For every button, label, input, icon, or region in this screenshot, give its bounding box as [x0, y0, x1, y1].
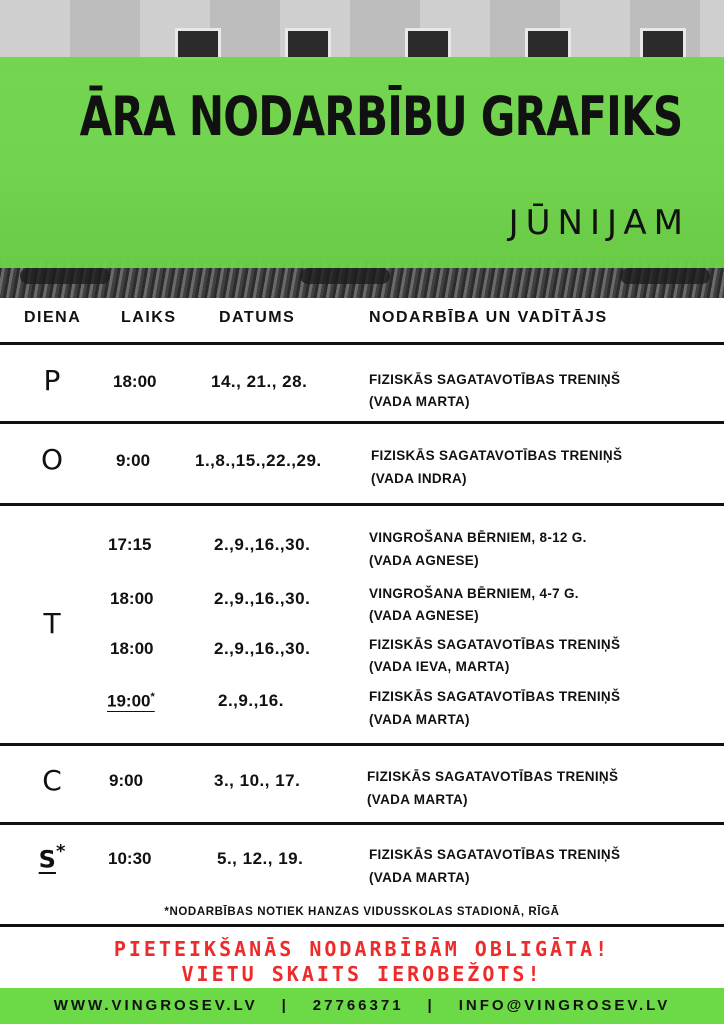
row-divider — [0, 342, 724, 345]
session-leader: (VADA IEVA, MARTA) — [369, 659, 510, 674]
exercise-mat — [620, 268, 710, 284]
session-activity: VINGROŠANA BĒRNIEM, 4-7 G. — [369, 586, 579, 601]
day-letter: O — [40, 443, 64, 476]
building-window — [640, 28, 686, 60]
session-leader: (VADA AGNESE) — [369, 553, 479, 568]
session-dates: 2.,9.,16. — [218, 691, 284, 710]
session-activity: FIZISKĀS SAGATAVOTĪBAS TRENIŅŠ — [369, 372, 621, 387]
day-letter: C — [42, 764, 62, 797]
session-dates: 5., 12., 19. — [217, 849, 304, 868]
session-time: 18:00 — [110, 639, 154, 658]
page-title: ĀRA NODARBĪBU GRAFIKS — [79, 85, 683, 148]
session-activity: FIZISKĀS SAGATAVOTĪBAS TRENIŅŠ — [371, 448, 623, 463]
session-leader: (VADA MARTA) — [369, 870, 470, 885]
session-leader: (VADA MARTA) — [369, 394, 470, 409]
hero-photo — [0, 0, 724, 298]
session-leader: (VADA MARTA) — [367, 792, 468, 807]
phone-number[interactable]: 27766371 — [312, 997, 404, 1014]
row-divider — [0, 924, 724, 927]
row-divider — [0, 503, 724, 506]
footer-separator: | — [281, 997, 289, 1014]
session-dates: 2.,9.,16.,30. — [214, 535, 311, 554]
column-header-time: LAIKS — [121, 309, 177, 326]
session-time: 19:00* — [107, 691, 155, 711]
session-time: 17:15 — [108, 535, 152, 554]
row-divider — [0, 822, 724, 825]
session-dates: 2.,9.,16.,30. — [214, 589, 311, 608]
session-time: 18:00 — [113, 372, 157, 391]
session-activity: FIZISKĀS SAGATAVOTĪBAS TRENIŅŠ — [369, 689, 621, 704]
session-dates: 14., 21., 28. — [211, 372, 308, 391]
session-leader: (VADA AGNESE) — [369, 608, 479, 623]
day-letter: T — [43, 607, 61, 640]
session-activity: FIZISKĀS SAGATAVOTĪBAS TRENIŅŠ — [367, 769, 619, 784]
session-leader: (VADA INDRA) — [371, 471, 467, 486]
footer-bar — [0, 988, 724, 1024]
building-window — [525, 28, 571, 60]
session-time: 9:00 — [109, 771, 144, 790]
session-leader: (VADA MARTA) — [369, 712, 470, 727]
session-time: 10:30 — [108, 849, 152, 868]
session-dates: 2.,9.,16.,30. — [214, 639, 311, 658]
time-footnote-mark: * — [150, 691, 155, 703]
session-activity: FIZISKĀS SAGATAVOTĪBAS TRENIŅŠ — [369, 847, 621, 862]
session-dates: 1.,8.,15.,22.,29. — [195, 451, 322, 470]
day-letter: S* — [38, 841, 66, 874]
column-header-activity: NODARBĪBA UN VADĪTĀJS — [369, 309, 608, 326]
row-divider — [0, 421, 724, 424]
column-header-dates: DATUMS — [219, 309, 296, 326]
building-window — [175, 28, 221, 60]
exercise-mat — [20, 268, 110, 284]
session-activity: VINGROŠANA BĒRNIEM, 8-12 G. — [369, 530, 587, 545]
session-time: 18:00 — [110, 589, 154, 608]
session-dates: 3., 10., 17. — [214, 771, 301, 790]
session-activity: FIZISKĀS SAGATAVOTĪBAS TRENIŅŠ — [369, 637, 621, 652]
footer-separator: | — [427, 997, 435, 1014]
title-banner — [0, 57, 724, 268]
building-window — [405, 28, 451, 60]
column-header-day: DIENA — [24, 309, 82, 326]
row-divider — [0, 743, 724, 746]
day-footnote-mark: * — [55, 841, 66, 862]
capacity-notice: VIETU SKAITS IEROBEŽOTS! — [181, 962, 543, 986]
building-wall — [0, 0, 724, 60]
session-time: 9:00 — [116, 451, 151, 470]
page-subtitle: JŪNIJAM — [508, 203, 690, 243]
registration-notice: PIETEIKŠANĀS NODARBĪBĀM OBLIGĀTA! — [113, 937, 611, 961]
day-letter: P — [43, 364, 61, 397]
building-window — [285, 28, 331, 60]
email-link[interactable]: INFO@VINGROSEV.LV — [458, 997, 671, 1014]
exercise-mat — [300, 268, 390, 284]
website-link[interactable]: WWW.VINGROSEV.LV — [53, 997, 258, 1014]
venue-footnote: *NODARBĪBAS NOTIEK HANZAS VIDUSSKOLAS STADIONĀ, RĪGĀ — [164, 906, 560, 918]
